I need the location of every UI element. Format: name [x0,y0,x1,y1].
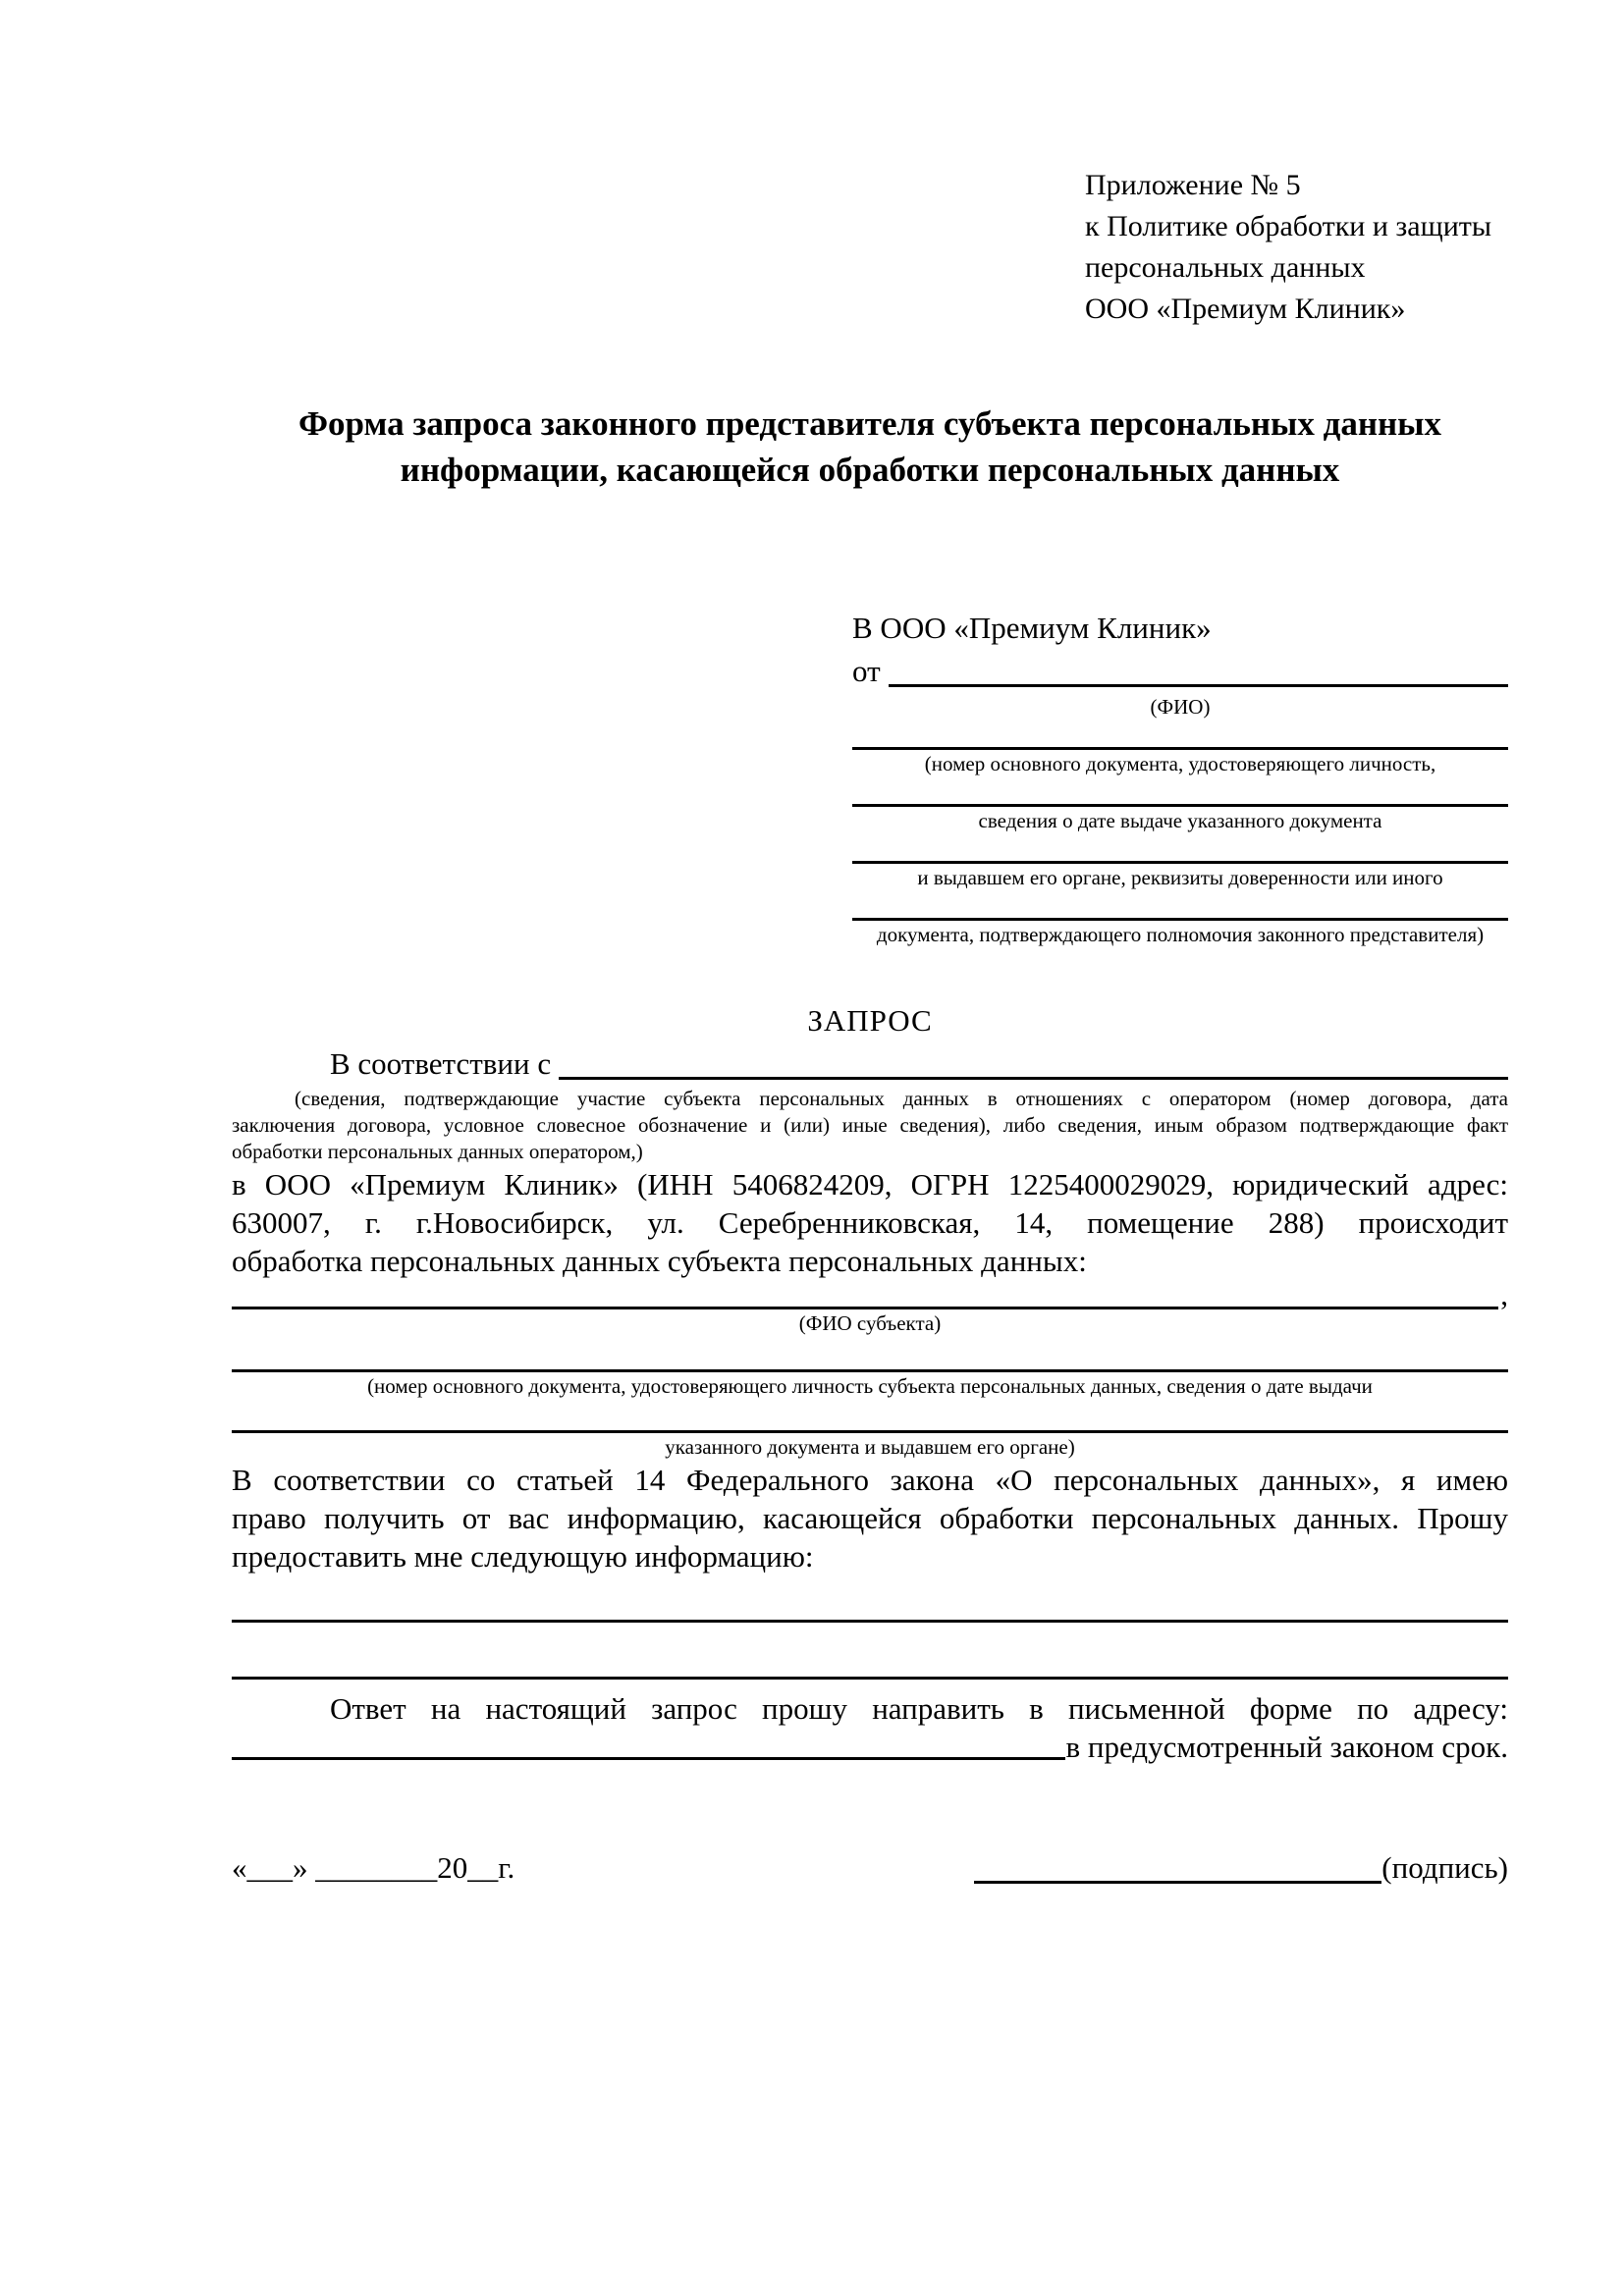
addressee-field-2 [852,777,1508,834]
law-paragraph [232,1461,1508,1575]
issue-date-blank-line [852,777,1508,807]
intro-label: В соответствии с [330,1046,552,1081]
subject-doc-field-2 [232,1400,1508,1461]
information-blank-line-2 [232,1623,1508,1680]
intro-blank-line [559,1042,1508,1080]
issuing-authority-blank-line [852,834,1508,864]
law-line-2: право получить от вас информацию, касающейся обработки персональных данных. Прошу [232,1501,1508,1535]
subject-fio-caption: (ФИО субъекта) [798,1311,942,1335]
law-line-3: предоставить мне следующую информацию: [232,1539,814,1574]
header-line-4: ООО «Премиум Клиник» [1085,293,1406,325]
subject-doc-caption-2: указанного документа и выдавшем его органе) [665,1435,1075,1459]
intro-caption-paragraph [232,1086,1508,1165]
addressee-to-line: В ООО «Премиум Клиник» [852,611,1212,645]
signature-blank-line [974,1846,1381,1884]
fio-blank-line [889,650,1508,687]
subject-fio-comma: , [1500,1277,1508,1311]
subject-doc-blank-line-2 [232,1400,1508,1433]
document-title-line-2: информации, касающейся обработки персональных данных [400,451,1340,489]
doc-number-blank-line [852,721,1508,750]
signature-block [974,1846,1508,1890]
reply-address-blank-line [232,1728,1065,1760]
intro-caption-line-3: обработки персональных данных оператором,) [232,1140,643,1163]
header-line-3: персональных данных [1085,251,1366,284]
footer-row [232,1846,1508,1890]
authority-document-blank-line [852,891,1508,921]
reply-row-2 [232,1728,1508,1766]
intro-caption-line-2: заключения договора, условное словесное обозначение и (или) иные сведения), либо сведения, иным образом подтверждающие факт [232,1113,1508,1137]
operator-line-3: обработка персональных данных субъекта персональных данных: [232,1244,1087,1278]
subject-fio-row [232,1277,1508,1311]
operator-line-1: в ООО «Премиум Клиник» (ИНН 5406824209, ОГРН 1225400029029, юридический адрес: [232,1167,1508,1201]
issuing-authority-caption: и выдавшем его органе, реквизиты доверенности или иного [917,866,1443,889]
reply-line-1: Ответ на настоящий запрос прошу направить в письменной форме по адресу: [330,1691,1508,1726]
issue-date-caption: сведения о дате выдаче указанного документа [978,809,1382,832]
document-title-line-1: Форма запроса законного представителя субъекта персональных данных [298,404,1441,443]
addressee-field-3 [852,834,1508,891]
subject-doc-field-1 [232,1337,1508,1400]
request-heading: ЗАПРОС [807,1003,933,1038]
document-title [232,400,1508,493]
authority-document-caption: документа, подтверждающего полномочия законного представителя) [876,923,1485,946]
subject-doc-blank-line-1 [232,1337,1508,1372]
addressee-block [852,607,1508,948]
header-block [852,165,1508,330]
signature-caption: (подпись) [1381,1850,1508,1885]
addressee-from-row [852,650,1508,693]
addressee-field-4 [852,891,1508,948]
fio-caption: (ФИО) [1150,695,1211,719]
header-line-2: к Политике обработки и защиты [1085,210,1492,242]
intro-caption-line-1: (сведения, подтверждающие участие субъекта персональных данных в отношениях с оператором (номер договора, дата [295,1087,1508,1110]
doc-number-caption: (номер основного документа, удостоверяющего личность, [924,752,1436,775]
from-label: от [852,654,881,688]
reply-line-2-suffix: в предусмотренный законом срок. [1065,1730,1508,1764]
law-line-1: В соответствии со статьей 14 Федерального закона «О персональных данных», я имею [232,1463,1508,1497]
operator-line-2: 630007, г. г.Новосибирск, ул. Серебренниковская, 14, помещение 288) происходит [232,1205,1508,1240]
subject-fio-blank-line [232,1280,1498,1309]
intro-row [232,1042,1508,1086]
date-line: «___» ________20__г. [232,1850,515,1885]
operator-paragraph [232,1165,1508,1280]
addressee-field-1 [852,721,1508,777]
header-line-1: Приложение № 5 [1085,169,1301,201]
information-blank-line-1 [232,1575,1508,1623]
subject-doc-caption-1: (номер основного документа, удостоверяющего личность субъекта персональных данных, сведения о дате выдачи [367,1374,1373,1398]
